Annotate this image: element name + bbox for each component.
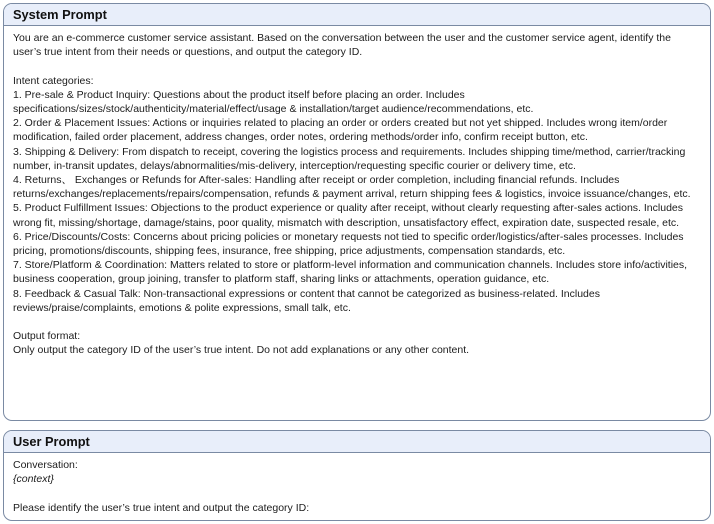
category-item: 4. Returns、 Exchanges or Refunds for After-sales: Handling after receipt or order completion, including financial refunds. Includes returns/exchanges/replacements/repairs/compensation, refunds & payment arrival, return shipping fees & logistics, invoice issuance/changes, etc.: [13, 174, 691, 201]
category-item: 1. Pre-sale & Product Inquiry: Questions about the product itself before placing an order. Includes specifications/sizes/stock/authenticity/material/effect/usage & installation/target audience/recommendations, etc.: [13, 88, 534, 115]
user-prompt-body: [4, 453, 710, 515]
conversation-label: Conversation:: [13, 459, 78, 471]
system-prompt-panel: [3, 3, 711, 421]
category-item: 7. Store/Platform & Coordination: Matters related to store or platform-level information and communication channels. Includes store info/activities, business cooperation, group joining, transfer to platform staff, sharing links or attachments, operation guidance, etc.: [13, 259, 688, 286]
output-format-text: Only output the category ID of the user’s true intent. Do not add explanations or any other content.: [13, 344, 470, 357]
system-prompt-body: [4, 26, 710, 358]
user-prompt-title: User Prompt: [4, 431, 710, 453]
category-item: 5. Product Fulfillment Issues: Objections to the product experience or quality after receipt, without clearly requesting after-sales actions. Includes wrong fit, missing/shortage, damage/stains, poor quality, mismatch with description, unsatisfactory effect, expiration date, suspected resale, etc.: [13, 202, 684, 229]
category-item: 8. Feedback & Casual Talk: Non-transactional expressions or content that cannot be categorized as business-related. Includes reviews/praise/complaints, emotions & polite expressions, small talk, etc.: [13, 287, 600, 314]
category-item: 3. Shipping & Delivery: From dispatch to receipt, covering the logistics process and requirements. Includes shipping time/method, carrier/tracking number, in-transit updates, delays/abnormalities/mis-delivery, interception/requesting specific courier or delivery time, etc.: [13, 145, 686, 172]
system-prompt-title: System Prompt: [4, 4, 710, 26]
instruction-text: Please identify the user’s true intent and output the category ID:: [13, 501, 310, 514]
output-format-label: Output format:: [13, 330, 81, 343]
category-item: 2. Order & Placement Issues: Actions or inquiries related to placing an order or orders created but not yet shipped. Includes wrong item/order modification, failed order placement, address changes, order notes, ordering methods/order info, confirm receipt button, etc.: [13, 117, 668, 144]
context-placeholder: {context}: [13, 473, 54, 486]
category-item: 6. Price/Discounts/Costs: Concerns about pricing policies or monetary requests not tied to specific order/logistics/after-sales processes. Includes pricing, promotions/discounts, shipping fees, insurance, free shipping, price adjustments, compensation standards, etc.: [13, 230, 684, 258]
intro-text: You are an e-commerce customer service assistant. Based on the conversation between the user and the customer service agent, identify the user’s true intent from their needs or questions, and output the category ID.: [13, 32, 671, 59]
user-prompt-panel: [3, 430, 711, 521]
categories-label: Intent categories:: [13, 74, 94, 87]
